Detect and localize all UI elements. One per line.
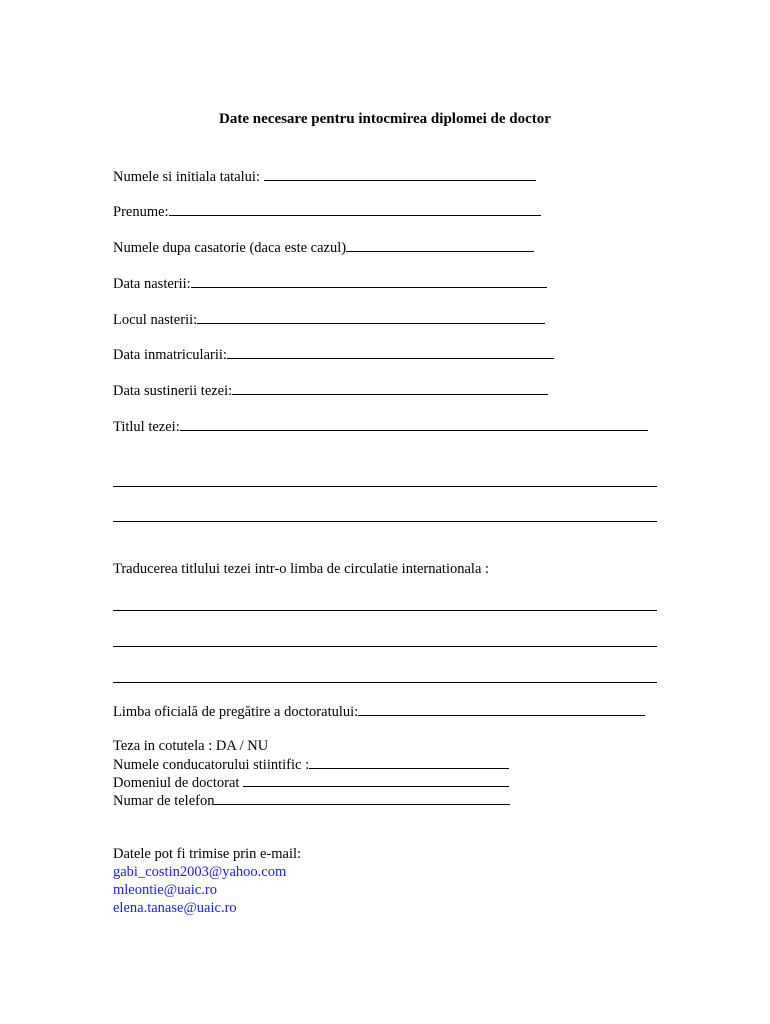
field-label: Data inmatricularii: xyxy=(113,347,227,363)
translation-line[interactable] xyxy=(113,682,657,683)
field-birth-date xyxy=(113,275,547,293)
fill-line[interactable] xyxy=(227,346,554,359)
fill-line[interactable] xyxy=(180,418,648,431)
field-label: Numele dupa casatorie (daca este cazul) xyxy=(113,240,347,256)
translation-line[interactable] xyxy=(113,646,657,647)
field-label: Teza in cotutela : DA / NU xyxy=(113,738,269,754)
email-link[interactable]: gabi_costin2003@yahoo.com xyxy=(113,864,287,880)
document-title: Date necesare pentru intocmirea diplomei de doctor xyxy=(219,111,551,127)
field-father-initial xyxy=(113,168,536,186)
field-label: Locul nasterii: xyxy=(113,312,198,328)
thesis-title-line[interactable] xyxy=(113,486,657,487)
fill-line[interactable] xyxy=(191,275,547,288)
field-label: Traducerea titlului tezei intr-o limba de circulatie internationala : xyxy=(113,561,490,577)
translation-line[interactable] xyxy=(113,610,657,611)
field-first-name xyxy=(113,203,541,221)
fill-line[interactable] xyxy=(264,168,536,181)
fill-line[interactable] xyxy=(214,792,510,805)
thesis-title-line[interactable] xyxy=(113,521,657,522)
email-link[interactable]: elena.tanase@uaic.ro xyxy=(113,900,237,916)
cotutela-line xyxy=(113,738,268,756)
field-label: Data sustinerii tezei: xyxy=(113,383,233,399)
field-supervisor xyxy=(113,756,509,775)
field-label: Numele si initiala tatalui: xyxy=(113,169,264,185)
field-phone xyxy=(113,792,510,811)
email-link[interactable]: mleontie@uaic.ro xyxy=(113,882,217,898)
field-label: Titlul tezei: xyxy=(113,419,180,435)
field-label: Numele conducatorului stiintific : xyxy=(113,757,310,773)
field-enrollment-date xyxy=(113,346,554,364)
field-birth-place xyxy=(113,311,545,329)
field-label: Limba oficială de pregătire a doctoratului: xyxy=(113,704,359,720)
fill-line[interactable] xyxy=(243,774,509,787)
field-thesis-title xyxy=(113,418,648,436)
field-domain xyxy=(113,774,509,793)
fill-line[interactable] xyxy=(169,203,541,216)
field-label: Numar de telefon xyxy=(113,793,215,809)
fill-line[interactable] xyxy=(346,239,534,252)
translation-label xyxy=(113,561,489,578)
email-intro: Datele pot fi trimise prin e-mail: xyxy=(113,846,302,862)
field-label: Data nasterii: xyxy=(113,276,191,292)
fill-line[interactable] xyxy=(358,703,645,716)
field-defense-date xyxy=(113,382,548,400)
field-label: Prenume: xyxy=(113,204,169,220)
fill-line[interactable] xyxy=(197,311,545,324)
fill-line[interactable] xyxy=(232,382,548,395)
fill-line[interactable] xyxy=(309,756,509,769)
field-official-language xyxy=(113,703,645,721)
field-label: Domeniul de doctorat xyxy=(113,775,244,791)
field-married-name xyxy=(113,239,534,257)
